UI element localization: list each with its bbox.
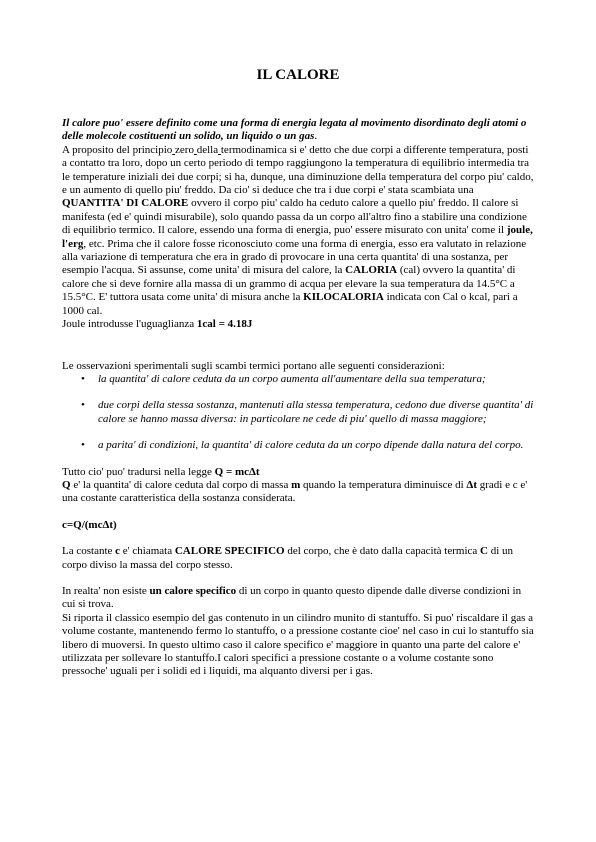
term-caloria: CALORIA [345,264,398,277]
text-span: indicata con Cal o kcal, pari a 1000 cal. [62,291,518,317]
bullet-icon: • [81,372,85,385]
symbol-q: Q [62,478,71,491]
text-span: termodinamica si e' detto che due corpi a differente temperatura, posti a contatto tra loro, dopo un certo periodo di tempo raggiungono la temperatura di equilibrio intermedia tra le temperature iniziali dei due corpi; si ha, dunque, una diminuzione della temperatura del corpo piu' caldo, e un aumento di quello piu' freddo. Da cio' si deduce che tra i due corpi e' stata scambiata una [62,143,534,197]
text-span: e' la quantita' di calore ceduta dal corpo di massa [70,478,292,491]
text-span: ovvero il corpo piu' caldo ha ceduto calore a quello piu' freddo. Il calore si manifesta (ed e' quindi misurabile), solo quando passa da un corpo all'altro fino a stabilire una condizione di equilibrio termico. Il calore, essendo una forma di energia, puo' essere misurato con unita' come il [62,197,527,237]
observations-intro: Le osservazioni sperimentali sugli scambi termici portano alle seguenti considerazioni: [62,359,445,372]
text-span: Tutto cio' puo' tradursi nella legge [62,465,215,478]
list-item [62,399,534,426]
symbol-c: c [115,545,121,558]
gas-example-paragraph: Si riporta il classico esempio del gas contenuto in un cilindro munito di stantuffo. Si puo' riscaldare il gas a volume costante, mantenendo fermo lo stantuffo, o a pressione costante cioe' nel caso in cui lo stantuffo sia libero di muoversi. In questo ultimo caso il calore specifico e' maggiore in quanto una parte del calore e' utilizzata per sollevare lo stantuffo.I calori specifici a pressione costante o a volume costante sono pressoche' uguali per i solidi ed i liquidi, ma alquanto diversi per i gas. [62,611,534,678]
text-span: , etc. Prima che il calore fosse riconosciuto come una forma di energia, esso era valutato in relazione alla variazione di temperatura che era in grado di provocare in una certa quantita' di una sostanza, per esempio l'acqua. Si assunse, come unita' di misura del calore, la [62,237,527,277]
list-item [62,439,534,452]
text-span: In realta' non esiste [62,584,150,597]
spacer [62,506,534,519]
document-page [62,66,534,679]
text-span: quando la temperatura diminuisce di [300,478,467,491]
spacer [62,572,534,585]
symbol-capital-c: C [480,545,488,558]
term-un-calore-specifico: un calore specifico [149,584,237,597]
intro-paragraph [62,117,534,144]
formula-c: c=Q/(mcΔt) [62,518,117,531]
formula-q-mcdt: Q = mcΔt [214,465,260,478]
text-span: Joule introdusse l'uguaglianza [62,318,197,331]
text-span: (cal) ovvero la quantita' di calore che si deve fornire alla massa di un grammo di acqua per elevare la sua temperatura da 14.5°C a 15.5°C. E' tuttora usata come unita' di misura anche la [62,264,516,304]
bullet-icon: • [81,439,85,452]
heat-explanation-paragraph [62,144,534,318]
list-item-text: due corpi della stessa sostanza, mantenuti alla stessa temperatura, cedono due diverse quantita' di calore se hanno massa diversa: in particolare ne cede di piu' quello di massa maggiore; [98,399,534,425]
text-span: del corpo, che è dato dalla capacità termica [284,545,481,558]
list-item [62,373,534,386]
reality-paragraph [62,585,534,612]
text-span: di un corpo in quanto questo dipende dalle diverse condizioni in cui si trova. [62,584,522,611]
list-item-text: a parita' di condizioni, la quantita' di calore ceduta da un corpo dipende dalla natura del corpo. [98,439,524,452]
spacer [62,532,534,545]
text-span: gradi e c e' una costante caratteristica della sostanza considerata. [62,478,528,505]
text-span: della [196,143,219,156]
list-item-text: la quantita' di calore ceduta da un corpo aumenta all'aumentare della sua temperatura; [98,372,486,385]
law-statement [62,466,534,479]
formula-cal-joule: 1cal = 4.18J [196,318,253,331]
bullet-icon: • [81,399,85,412]
symbol-m: m [291,478,301,491]
text-span: zero [175,143,194,156]
intro-period: . [314,130,318,143]
term-calore-specifico: CALORE SPECIFICO [174,545,285,558]
term-quantita-di-calore: QUANTITA' DI CALORE [62,197,189,210]
text-span: A proposito del principio [62,143,173,156]
text-span: e' chiamata [120,545,175,558]
text-span: di un corpo diviso la massa del corpo stesso. [62,545,514,571]
spacer [62,332,534,360]
joule-equality [62,318,534,331]
page-title: IL CALORE [256,67,340,83]
symbol-delta-t: Δt [466,478,477,491]
observations-list [62,373,534,453]
law-description [62,479,534,506]
intro-definition: Il calore puo' essere definito come una forma di energia legata al movimento disordinato degli atomi o delle molecole costituenti un solido, un liquido o un gas [62,117,527,143]
term-joule-erg: joule, l'erg [62,224,533,250]
formula-specific-heat [62,519,534,532]
term-kilocaloria: KILOCALORIA [303,291,384,304]
spacer [62,453,534,466]
specific-heat-definition [62,545,534,572]
text-span: La costante [62,545,116,558]
